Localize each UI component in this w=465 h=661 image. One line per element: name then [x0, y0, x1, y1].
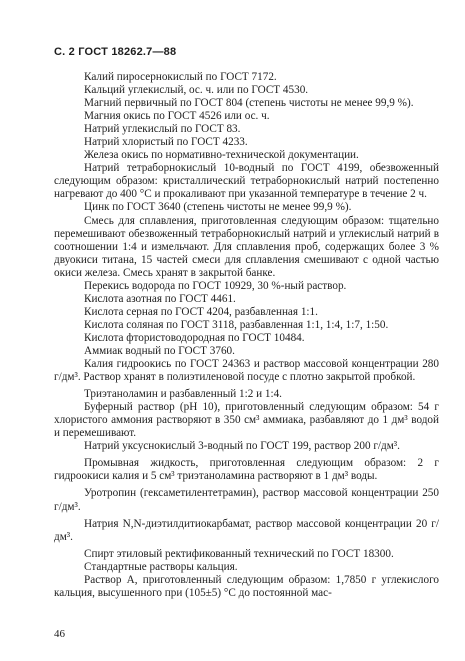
paragraph: Калий пиросернокислый по ГОСТ 7172. — [84, 71, 277, 83]
paragraph: Кислота серная по ГОСТ 4204, разбавленная 1:1. — [84, 305, 318, 318]
paragraph: Промывная жидкость, приготовленная следующим образом: 2 г гидроокиси калия и 5 см³ триэтаноламина растворяют в 1 дм³ воды. — [54, 457, 439, 483]
paragraph: Натрий тетраборнокислый 10-водный по ГОСТ 4199, обезвоженный следующим образом: кристаллический тетраборнокислый натрий постепенно нагревают до 400 °C и прокаливают при указанной температуре в течение 2 ч. — [54, 162, 439, 201]
page-body — [54, 71, 439, 600]
paragraph: Магния окись по ГОСТ 4526 или ос. ч. — [84, 110, 270, 123]
paragraph: Кальций углекислый, ос. ч. или по ГОСТ 4530. — [84, 84, 309, 97]
paragraph: Аммиак водный по ГОСТ 3760. — [84, 344, 235, 357]
paragraph: Натрий углекислый по ГОСТ 83. — [84, 123, 241, 136]
paragraph: Цинк по ГОСТ 3640 (степень чистоты не менее 99,9 %). — [84, 201, 352, 214]
paragraph: Смесь для сплавления, приготовленная следующим образом: тщательно перемешивают обезвоженный тетраборнокислый натрий и углекислый натрий в соотношении 1:4 и измельчают. Для сплавления проб, содержащих более 3 % двуокиси титана, 15 частей смеси для сплавления смешивают с одной частью окиси железа. Смесь хранят в закрытой банке. — [54, 214, 439, 279]
paragraph: Кислота азотная по ГОСТ 4461. — [84, 292, 236, 305]
paragraph: Уротропин (гексаметилентетрамин), раствор массовой концентрации 250 г/дм³. — [54, 487, 439, 513]
paragraph: Кислота соляная по ГОСТ 3118, разбавленная 1:1, 1:4, 1:7, 1:50. — [84, 318, 389, 331]
paragraph: Перекись водорода по ГОСТ 10929, 30 %-ный раствор. — [84, 279, 347, 292]
paragraph: Натрий уксуснокислый 3-водный по ГОСТ 199, раствор 200 г/дм³. — [84, 440, 400, 453]
paragraph: Буферный раствор (рН 10), приготовленный следующим образом: 54 г хлористого аммония растворяют в 350 см³ аммиака, разбавляют до 1 дм³ водой и перемешивают. — [54, 401, 439, 440]
paragraph: Стандартные растворы кальция. — [84, 560, 238, 573]
paragraph: Кислота фтористоводородная по ГОСТ 10484. — [84, 331, 305, 344]
paragraph: Триэтаноламин и разбавленный 1:2 и 1:4. — [84, 388, 282, 401]
paragraph: Железа окись по нормативно-технической документации. — [84, 149, 359, 162]
paragraph: Раствор А, приготовленный следующим образом: 1,7850 г углекислого кальция, высушенного при (105±5) °С до постоянной мас- — [54, 573, 439, 599]
page-header: С. 2 ГОСТ 18262.7—88 — [54, 46, 177, 58]
paragraph: Магний первичный по ГОСТ 804 (степень чистоты не менее 99,9 %). — [84, 97, 414, 110]
paragraph: Калия гидроокись по ГОСТ 24363 и раствор массовой концентрации 280 г/дм³. Раствор хранят в полиэтиленовой посуде с плотно закрытой пробкой. — [54, 358, 439, 384]
page-number: 46 — [54, 628, 65, 640]
paragraph: Спирт этиловый ректификованный технический по ГОСТ 18300. — [84, 547, 394, 560]
paragraph: Натрия N,N-диэтилдитиокарбамат, раствор массовой концентрации 20 г/дм³. — [54, 517, 439, 543]
paragraph: Натрий хлористый по ГОСТ 4233. — [84, 136, 248, 149]
